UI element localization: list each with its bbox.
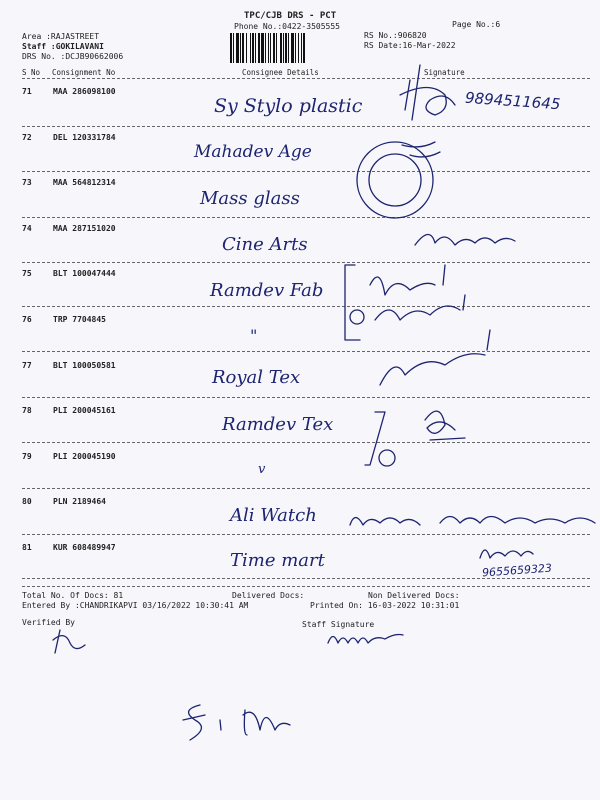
page-number: Page No.:6: [452, 20, 501, 29]
footer-divider: [22, 586, 590, 587]
row-sno: 76: [22, 315, 32, 324]
row-consignee: ": [250, 326, 258, 345]
row-consignment: MAA 287151020: [53, 224, 116, 233]
row-consignee: Mahadev Age: [194, 142, 312, 162]
row-consignment: BLT 100047444: [53, 269, 116, 278]
document-title: TPC/CJB DRS - PCT: [244, 11, 337, 21]
row-divider: [22, 126, 590, 127]
drs-number: DRS No. :DCJB90662006: [22, 52, 124, 61]
column-header-consignment: Consignment No: [52, 68, 116, 77]
row-sno: 75: [22, 269, 32, 278]
row-consignee: v: [258, 462, 266, 477]
total-docs: Total No. Of Docs: 81: [22, 591, 124, 600]
row-consignee: Mass glass: [200, 188, 300, 209]
row-consignee: Sy Stylo plastic: [214, 95, 363, 117]
row-divider: [22, 488, 590, 489]
row-consignment: TRP 7704845: [53, 315, 106, 324]
company-stamp: [340, 130, 450, 230]
row-sno: 72: [22, 133, 32, 142]
row-consignee: Time mart: [230, 550, 325, 571]
row-sno: 77: [22, 361, 32, 370]
row-consignee: Royal Tex: [212, 367, 301, 388]
row-divider: [22, 397, 590, 398]
row-consignment: PLN 2189464: [53, 497, 106, 506]
row-divider: [22, 578, 590, 579]
signature-row-75-77: [335, 255, 505, 395]
rs-number: RS No.:906820: [364, 31, 427, 40]
row-sno: 80: [22, 497, 32, 506]
row-consignee: Ali Watch: [230, 505, 317, 526]
row-consignee: Ramdev Tex: [222, 414, 334, 435]
verified-signature: [50, 625, 90, 655]
signature-row-81: [475, 540, 535, 565]
row-divider: [22, 442, 590, 443]
signature-row-80: [345, 505, 600, 535]
row-consignee: Cine Arts: [222, 234, 308, 255]
row-divider: [22, 171, 590, 172]
entered-by: Entered By :CHANDRIKAPVI 03/16/2022 10:30:41 AM: [22, 601, 249, 610]
area-label: Area :RAJASTREET: [22, 32, 100, 41]
row-sno: 78: [22, 406, 32, 415]
row-phone: 9655659323: [481, 561, 553, 580]
barcode-graphic: [230, 33, 358, 63]
phone-number: Phone No.:0422-3505555: [234, 22, 340, 31]
non-delivered-docs: Non Delivered Docs:: [368, 591, 460, 600]
row-phone: 9894511645: [464, 88, 561, 114]
printed-on: Printed On: 16-03-2022 10:31:01: [310, 601, 460, 610]
row-consignment: KUR 608489947: [53, 543, 116, 552]
row-consignment: PLI 200045190: [53, 452, 116, 461]
staff-signature-label: Staff Signature: [302, 620, 375, 629]
row-consignment: DEL 120331784: [53, 133, 116, 142]
row-sno: 81: [22, 543, 32, 552]
barcode: [230, 33, 358, 63]
row-divider: [22, 217, 590, 218]
signature-row-78-79: [355, 400, 475, 475]
staff-label: Staff :GOKILAVANI: [22, 42, 104, 51]
row-sno: 73: [22, 178, 32, 187]
row-sno: 71: [22, 87, 32, 96]
row-sno: 79: [22, 452, 32, 461]
row-consignee: Ramdev Fab: [210, 280, 324, 301]
row-sno: 74: [22, 224, 32, 233]
staff-signature: [325, 625, 405, 650]
verified-by-label: Verified By: [22, 618, 75, 627]
signature-row-71: [390, 60, 470, 130]
row-consignment: MAA 286098100: [53, 87, 116, 96]
header-divider: [22, 78, 590, 79]
column-header-sno: S No: [22, 68, 41, 77]
signature-row-74: [410, 225, 520, 255]
row-consignment: PLI 200045161: [53, 406, 116, 415]
column-header-consignee: Consignee Details: [242, 68, 319, 77]
row-consignment: BLT 100050581: [53, 361, 116, 370]
row-consignment: MAA 564812314: [53, 178, 116, 187]
delivered-docs: Delivered Docs:: [232, 591, 305, 600]
rs-date: RS Date:16-Mar-2022: [364, 41, 456, 50]
column-header-signature: Signature: [424, 68, 465, 77]
bottom-signature: [175, 690, 295, 750]
